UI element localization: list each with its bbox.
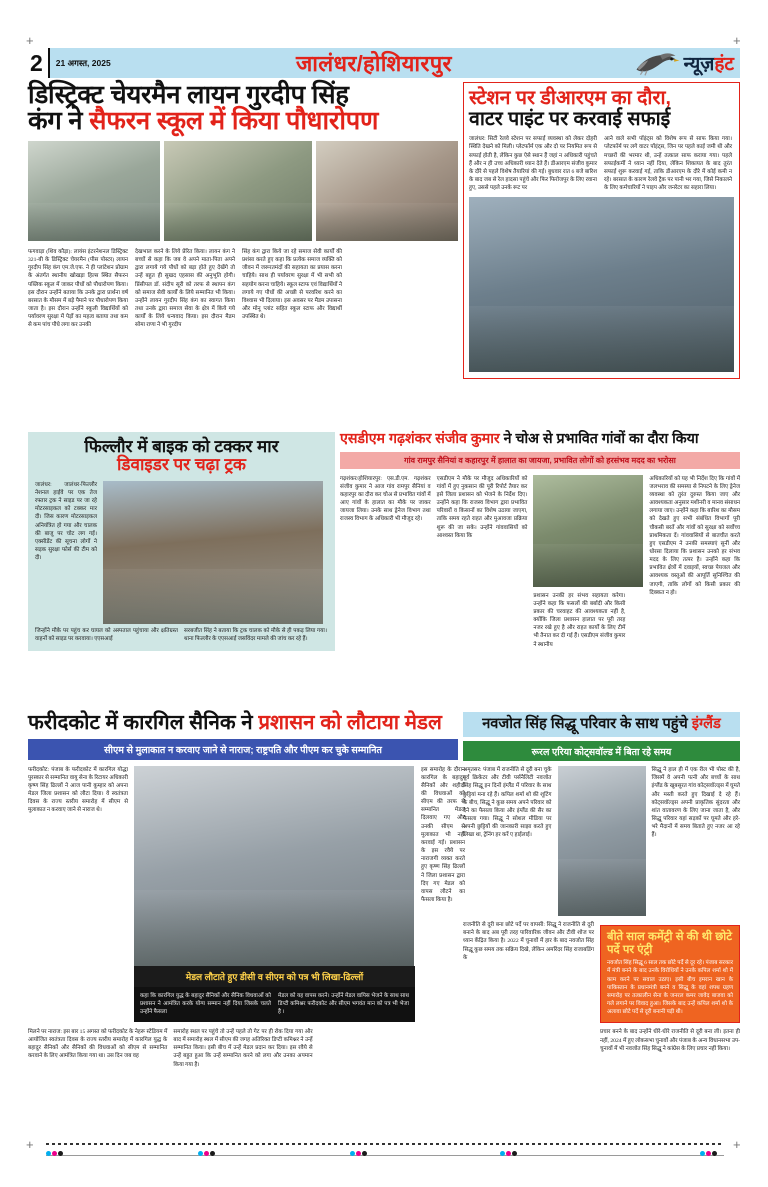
story4-col-3: प्रशासन उनकी हर संभव सहायता करेगा। उन्होंने कहा कि फसलों की बर्बादी और किसी प्रकार की चरवाहट की आवश्यकता नहीं है, क्योंकि जिला प्रशासन हालात पर पूरी तरह नजर रखे हुए है और राहत कार्यों के लिए टीमें भी तैनात कर दी गई हैं। एसडीएम संजीव कुमार ने स्थानीय	[533, 592, 626, 648]
story4-photo-wrap	[533, 475, 643, 649]
story-sdm-village-visit	[340, 432, 740, 649]
crop-mark-top-left: +	[26, 33, 34, 48]
logo-wordmark	[684, 50, 734, 76]
logo-text-red: हंट	[714, 54, 734, 75]
story4-col-2: एसडीएम ने मौके पर मौजूद अधिकारियों को गांवों में हुए नुकसान की पूरी रिपोर्ट तैयार कर इसे जिला प्रशासन को भेजने के निर्देश दिए। उन्होंने कहा कि राजस्व विभाग द्वारा प्रभावित परिवारों व किसानों का विशेष उठाया जाएगा, ताकि समय रहते राहत और मुआवजा प्रक्रिया शुरू की जा सके। उन्होंने गांववासियों को आश्वस्त किया कि	[436, 475, 528, 539]
story6-col-2: सिद्धू ने हाल ही में एक रील भी पोस्ट की है, जिसमें वे अपनी पत्नी और बच्चों के साथ इंग्लैंड के खूबसूरत गांव कोट्सवॉल्ड्स में घूमते और मस्ती करते हुए दिखाई दे रहे हैं। कोट्सवॉल्ड्स अपनी प्राकृतिक सुंदरता और शांत वातावरण के लिए जाना जाता है, और सिद्धू परिवार यहां सड़कों पर घूमते और हरे-भरे मैदानों में समय बिताते हुए नजर आ रहे हैं।	[651, 767, 740, 839]
story5-dark-col-1: कहा कि कारगिल युद्ध के बहादुर सैनिकों और सैनिक विधवाओं को प्रशासन ने आमंत्रित करके योग्य सम्मान नहीं दिया जिसके चलते उन्होंने फैसला	[140, 992, 271, 1015]
story1-col-3: सिंह कंग द्वारा किये जा रहे समाज सेवी कार्यों की प्रशंसा करते हुए कहा कि प्रत्येक समाज व्यक्ति को जीवन में जरूरतमंदों की सहायता का प्रयास करना चाहिये। साथ ही पर्यावरण सुरक्षा में भी सभी को सहयोग करना चाहिये। स्कूल स्टाफ एवं विद्यार्थियों ने लगाये गए पौधों की अच्छी से परवरिश करने का विश्वास भी दिलाया। इस अवसर पर मैडम उपासना और मोनू प्लांट सहित स्कूल स्टाफ और विद्यार्थी उपस्थित थे।	[242, 249, 342, 321]
masthead	[28, 48, 740, 78]
story5-photo-wrap	[134, 766, 415, 1022]
edition-city-banner	[173, 48, 575, 78]
registration-dot-cluster	[700, 1151, 717, 1156]
story6-headline-black: नवजोत सिंह सिद्धू परिवार के साथ पहुंचे	[482, 716, 692, 732]
story6-subheadline: रूरल एरिया कोट्सवॉल्ड में बिता रहे समय	[463, 741, 740, 761]
story5-bottom-col-3	[319, 1028, 458, 1069]
plantation-photo-3	[316, 141, 458, 241]
sidhu-family-england-photo	[558, 766, 646, 916]
story6-box-text: नवजोत सिंह सिद्धू 6 साल तक छोटे पर्दे से दूर रहे। पंजाब सरकार में मंत्री बनने के बाद उनके विरोधियों ने उनके कपिल शर्मा शो में काम करने पर सवाल उठाए। इसी बीच इमरान खान के पाकिस्तान के प्रधानमंत्री बनने व सिद्धू के वहां शपथ ग्रहण समारोह पर तत्कालीन सेना के जनरल कमर जावेद बाजवा को गले लगाने पर विवाद हुआ। जिसके बाद उन्हें कपिल शर्मा शो के अलावा छोटे पर्दे से दूरी बनानी पड़ी थी।	[607, 960, 733, 1016]
registration-dot	[700, 1151, 705, 1156]
story1-headline	[28, 82, 458, 134]
publication-date	[48, 48, 173, 78]
story1-body	[28, 248, 458, 330]
story6-headline	[467, 716, 736, 732]
registration-dot	[204, 1151, 209, 1156]
story2-body	[469, 135, 734, 192]
story6-box-wrap	[600, 921, 740, 1053]
story3-bottom-row	[35, 627, 328, 643]
story3-headline	[35, 438, 328, 475]
registration-dash-line	[46, 1143, 724, 1145]
story5-bottom-col-2: समारोह स्थल पर पहुंचे तो उन्हें पहले तो गेट पर ही रोक दिया गया और बाद में समारोह स्थल में सीएम की जगह अतिरिक्त डिप्टी कमिश्नर ने उन्हें सम्मानित किया। इसी बीच में उन्हें मेडल प्रदान कर दिया। इस रवैये से उन्हें बहुत हुआ कि उन्हें सम्मानित करने को लगा और उनका अपमान किया गया है।	[173, 1028, 313, 1068]
registration-dot	[706, 1151, 711, 1156]
story4-headline	[340, 432, 740, 448]
story4-headline-black: ने चोअ से प्रभावित गांवों का दौरा किया	[499, 431, 699, 447]
registration-dot	[52, 1151, 57, 1156]
story6-col-1: अमृतसर: पंजाब में राजनीति से दूरी बना चुके पूर्व क्रिकेटर और टीवी पर्सनैलिटी नवजोत सिंह सिद्धू इन दिनों इंग्लैंड में परिवार के साथ छुट्टियां मना रहे हैं। कपिल शर्मा शो की शूटिंग के बीच, सिद्धू ने कुछ समय अपने परिवार को देने का फैसला किया और इंग्लैंड की सैर का फैसला गया। सिद्धू ने सोशल मीडिया पर अपनी छुट्टियों की जानकारी साझा करते हुए लिखा था, ट्रेनिंग हर करें ए हाईलाई।	[463, 767, 552, 839]
story6-bottom-col-1: राजनीति से दूरी बना छोटे पर्दे पर वापसी: सिद्धू ने राजनीति से दूरी बनाने के बाद अब पूरी तरह पारिवारिक जीवन और टीवी शोज पर ध्यान केंद्रित किया है। 2022 में चुनावों में हार के बाद नवजोत सिंह सिद्धू कुछ समय तक सक्रिय दिखे, लेकिन अमरिंदर सिंह राजाबडिंग के	[463, 922, 594, 961]
newspaper-logo	[575, 48, 740, 78]
kargil-soldier-medal-photo	[134, 766, 414, 966]
story1-headline-line2-black: कंग ने	[28, 107, 90, 135]
story6-body	[463, 766, 740, 916]
story1-col-2: देखभाल करने के लिये प्रेरित किया। लायन कंग ने बच्चों से कहा कि जब वे अपने माता-पिता अपने द्वारा लगाये गये पौधों को बड़ा होते हुए देखेंगे तो उन्हें बहुत ही सुखद एहसास की अनुभूति होगी। प्रिंसीपल डॉ. संदीप सूरी को तरफ से स्थापन कंग को समाज सेवी कार्यों के लिये सम्मानित भी किया। उन्होंने लायन गुरदीप सिंह कंग का स्वागत किया तथा उनके द्वारा समाज सेवा के क्षेत्र में किये गये कार्यों के लिये धन्यवाद किया। इस दौरान मैडम सोमा राणा ने भी गुरदीप	[135, 249, 235, 329]
story6-photo-wrap	[558, 766, 646, 916]
story1-headline-line1: डिस्ट्रिक्ट चेयरमैन लायन गुरदीप सिंह	[28, 81, 349, 109]
story5-bottom-row	[28, 1028, 458, 1069]
story1-headline-line2	[28, 108, 458, 134]
story2-headline-black: वाटर पाइंट पर करवाई सफाई	[469, 107, 671, 130]
crop-mark-top-right: +	[733, 33, 741, 48]
story5-col-2: इस समारोह के दौरान कारगिल के बहादुर सैनिकों और शहीदों की विधवाओं को सीएम की तरफ से सम्मानित मेडल दिलवाए गए और उनकी सीएम से मुलाकात भी नहीं करवाई गई। प्रशासन के इस रवैये पर नाराजगी व्यक्त करते हुए कृष्ण सिंह ढिल्लों ने जिला प्रशासन द्वारा दिए गए मेडल को वापस लौटने का फैसला किया है।	[421, 766, 465, 904]
edition-city-text: जालंधर/होशियारपुर	[295, 51, 452, 76]
page-number: 2	[30, 49, 43, 76]
story4-kicker: गांव रामपुर सैनियां व कहारपुर में हालात का जायजा, प्रभावित लोगों को हरसंभव मदद का भरोसा	[340, 452, 740, 469]
story3-top-row	[35, 481, 328, 624]
story5-dark-text-block	[134, 987, 415, 1022]
story1-col-1: फगवाड़ा (शिव कौड़ा): लायंस इंटरनेशनल डिस्ट्रिक्ट 321-बी के डिस्ट्रिक्ट चेयरमैन (पीस पोस्टर) लायन गुरदीप सिंह कंग एम.जे.एफ. ने ही प्लांटेशन प्रोग्राम के अंतर्गत स्थानीय खोखड़ा हिल्स स्थित सैफरन पब्लिक स्कूल में जाकर पौधों को पौधारोपण किया। इस दौरान उन्होंने बताया कि उनके द्वारा प्रार्थना वर्ष बरसात के मौसम में बड़े पैमाने पर पौधारोपण किया जाता है। इस दौरान उन्होंने स्कूली विद्यार्थियों को पर्यावरण सुरक्षा में पेड़ों का महत्व बताया तथा कम से कम पांच पौधे लगा कर उनकी	[28, 249, 128, 329]
story-sidhu-england	[463, 712, 740, 1053]
registration-dot-cluster	[198, 1151, 215, 1156]
story4-col-1: गढ़शंकर/होशियारपुर: एस.डी.एम. गढ़शंकर संजीव कुमार ने आज गांव रामपुर सैनियां व कहारपुर का दौरा कर चोअ से प्रभावित गांवों में आए गांवों के हालात का मौके पर जाकर जायजा लिया। उनके साथ ड्रेनेज विभाग तथा राजस्व विभाग के अधिकारी भी मौजूद रहे।	[340, 475, 431, 523]
story5-subheadline: सीएम से मुलाकात न करवाए जाने से नाराज; राष्ट्रपति और पीएम कर चुके सम्मानित	[28, 739, 458, 760]
story4-headline-red: एसडीएम गढ़शंकर संजीव कुमार	[340, 431, 500, 447]
story3-col-1: जालंधर: जालंधर-फिल्लौर नेशनल हाईवे पर एक तेज रफ्तार ट्रक ने साइड पर जा रहे मोटरसाइकल को टक्कर मार दी। जिस कारण मोटरसाइकल अनियंत्रित हो गया और चालक की बाजू पर चोट लग गई। एक्सीडेंट की सूचना लोगों ने सड़क सुरक्षा फोर्स की टीम को दी।	[35, 481, 97, 562]
registration-dot	[356, 1151, 361, 1156]
story-plantation	[28, 82, 458, 330]
registration-dot	[362, 1151, 367, 1156]
registration-dot-cluster	[46, 1151, 63, 1156]
railway-station-drm-photo	[469, 197, 734, 372]
story1-photo-row	[28, 141, 458, 241]
registration-dot	[712, 1151, 717, 1156]
story5-bottom-col-1: मिलने पर नाराज: इस बार 15 अगस्त को फरीदकोट के नेहरू स्टेडियम में आयोजित स्वतंत्रता दिवस के राज्य स्तरीय समारोह में कारगिल युद्ध के बहादुर सैनिकों और सैनिकों की विधवाओं को सीएम से सम्मानित करवाने के लिए आमंत्रित किया गया था। उस दिन जब वह	[28, 1028, 168, 1060]
plantation-photo-2	[164, 141, 312, 241]
story3-col-3: सरबजीत सिंह ने बताया कि ट्रक चालक को मौके से ही पकड़ लिया गया। थाना फिल्लौर के एएसआई जसविंदर मामले की जांच कर रहे हैं।	[184, 627, 327, 642]
registration-dot	[58, 1151, 63, 1156]
story5-right-col	[421, 766, 465, 1022]
story5-headline	[28, 712, 458, 734]
story2-col-2: आने वाले सभी पॉइंट्स को विशेष रूप से साफ किया गया। प्लेटफॉर्म पर लगे वाटर पॉइंट्स, जिन पर पहले काई जमी थी और मच्छरों की भरमार थी, उन्हें तत्काल साफ कराया गया। पहले सफाईकर्मी ने ध्यान नहीं दिया, लेकिन शिकायत के बाद तुरंत सफाई शुरू करवाई गई, ताकि डीआरएम के दौरे में कोई कमी न रहे। बरसात के कारण रेलवे ट्रैक पर पानी भर गया, जिसे निकालने के लिए कर्मचारियों ने पाइप और जनरेटर का सहारा लिया।	[604, 136, 732, 192]
story5-left-col	[28, 766, 128, 1022]
registration-dot	[350, 1151, 355, 1156]
story-kargil-medal	[28, 711, 465, 1069]
story2-headline-red: स्टेशन पर डीआरएम का दौरा,	[469, 87, 671, 109]
story5-dark-col-2: मेडल को यह वापस करने। उन्होंने मेडल वापिस भेजने के साथ साथ डिप्टी कमिश्नर फरीदकोट और सीएम भगवंत मान को पत्र भी भेजा है ।	[278, 992, 409, 1015]
registration-dot	[500, 1151, 505, 1156]
story5-photo-caption: मेडल लौटाते हुए डीसी व सीएम को पत्र भी लिखा-ढिल्लों	[134, 966, 415, 987]
truck-divider-accident-photo	[103, 481, 323, 624]
story6-bottom-col-2: प्रचार बनने के बाद उन्होंने धीरे-धीरे राजनीति से दूरी बना ली। इतना ही नहीं, 2024 में हुए लोकसभा चुनावों और पंजाब के अन्य विधानसभा उप-चुनावों में भी नवजोत सिंह सिद्धू ने कांग्रेस के लिए प्रचार नहीं किया।	[600, 1029, 740, 1052]
story6-lower-row	[463, 921, 740, 1053]
story6-headline-red: इंग्लैंड	[691, 716, 721, 732]
story-truck-accident	[28, 432, 335, 651]
story1-headline-line2-red: सैफरन स्कूल में किया पौधारोपण	[89, 107, 379, 135]
story5-headline-black: फरीदकोट में कारगिल सैनिक ने	[28, 711, 259, 734]
story5-col-1: फरीदकोट: पंजाब के फरीदकोट में कारगिल योद्धा पुरस्कार से सम्मानित वायु सेना के रिटायर अधिकारी कृष्ण सिंह ढिल्लों ने आज पानी कुम्हार को अपना मेडल जिला प्रशासन को लौटा दिया। वे स्वतंत्रता दिवस के राज्य स्तरीय समारोह में सीएम से मुलाकात न करवाए जाने से नाराज थे।	[28, 766, 128, 814]
story4-col-4: अधिकारियों को यह भी निर्देश दिए कि गांवों में जलभराव की समस्या से निपटने के लिए ड्रेनेज व्यवस्था को तुरंत दुरुस्त किया जाए और आवश्यकता अनुसार मशीनरी व मानव संसाधन लगाया जाए। उन्होंने कहा कि बारिश का मौसम को देखते हुए सभी संबंधित विभागों पूरी चौकसी बरतें और गांवों को सुरक्षा को सर्वोच्च प्राथमिकता दें। गांववासियों से बातचीत करते हुए एसडीएम ने उनकी समस्याएं सुनीं और धोरसा दिलाया कि प्रशासन उनको हर संभव मदद के लिए तत्पर है। उन्होंने कहा कि प्रभावित क्षेत्रों में दवाइयों, स्वच्छ पेयजल और आवश्यक वस्तुओं की आपूर्ति सुनिश्चित की जाएगी, ताकि लोगों को किसी प्रकार की दिक्कत न हो।	[649, 475, 741, 596]
eagle-bird-icon	[630, 50, 682, 76]
story3-headline-red: डिवाइडर पर चढ़ा ट्रक	[117, 455, 246, 475]
story5-body	[28, 766, 465, 1022]
registration-line	[46, 1155, 724, 1156]
story6-header-band	[463, 712, 740, 737]
logo-text-dark: न्यूज़	[683, 54, 715, 75]
story4-body	[340, 475, 740, 649]
story5-headline-red: प्रशासन को लौटाया मेडल	[258, 711, 442, 734]
sdm-village-visit-photo	[533, 475, 643, 587]
plantation-photo-1	[28, 141, 160, 241]
registration-dot	[512, 1151, 517, 1156]
registration-dot	[210, 1151, 215, 1156]
story1-col-4	[349, 248, 449, 330]
date-text: 21 अगस्त, 2025	[55, 57, 111, 68]
registration-dot	[198, 1151, 203, 1156]
registration-dot-cluster	[350, 1151, 367, 1156]
story-drm-station	[463, 82, 740, 379]
crop-mark-bottom-right: +	[733, 1137, 741, 1152]
story2-col-1: जालंधर: सिटी रेलवे स्टेशन पर सफाई व्यवस्था को लेकर दोहरी स्थिति देखने को मिली। प्लेटफॉर्म एक और दो पर नियमित रूप से सफाई होती है, लेकिन कुछ ऐसे स्थान हैं जहां न अधिकारी पहुंचते हैं और न ही उच्च अधिकारी ध्यान देते हैं। डीआरएम संजीव कुमार के दौरे से पहले विशेष तैयारियां की गई। बुधवार रात 6 बजे बारिश के बाद जब से रेल हादसा पहुंचे और फिर फिरोजपुर के लिए रवाना हुए, उससे पहले उनके रूट पर	[469, 136, 597, 192]
story6-box-title: बीते साल कमेंट्री से की थी छोटे पर्दे पर एंट्री	[607, 931, 733, 956]
crop-mark-bottom-left: +	[26, 1137, 34, 1152]
registration-dot	[46, 1151, 51, 1156]
story2-headline	[469, 88, 734, 129]
registration-dot	[506, 1151, 511, 1156]
registration-dot-cluster	[500, 1151, 517, 1156]
story6-highlight-box	[600, 925, 740, 1023]
story3-headline-black: फिल्लौर में बाइक को टक्कर मार	[84, 437, 279, 456]
story3-col-2: जिन्होंने मौके पर पहुंच कर घायल को अस्पताल पहुंचाया और क्षतिग्रस्त वाहनों को साइड पर करवाया। एएसआई	[35, 627, 178, 642]
